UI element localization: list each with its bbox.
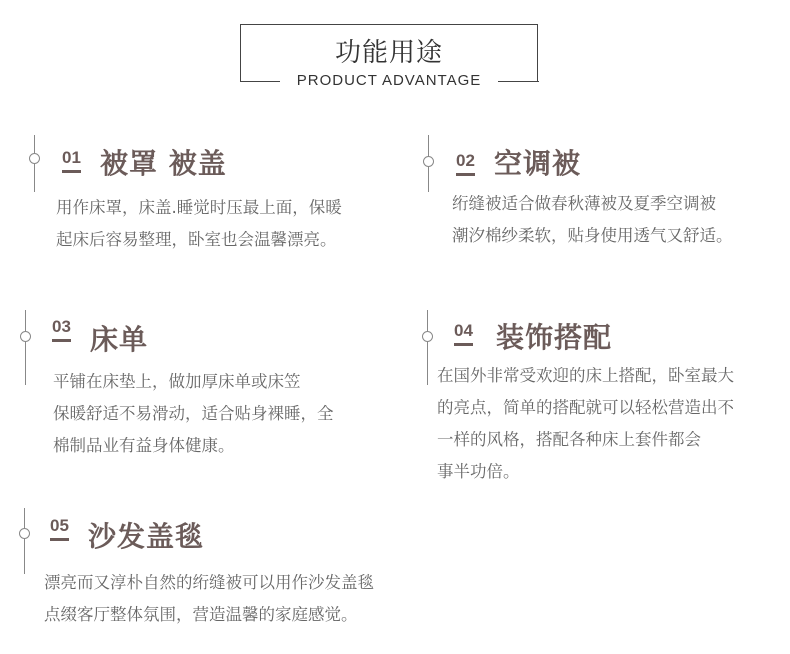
item-description: 平铺在床垫上，做加厚床单或床笠 保暖舒适不易滑动，适合贴身裸睡，全 棉制品业有益身体健康。 [53, 372, 334, 455]
item-number: 03 [52, 318, 71, 342]
timeline-circle-icon [29, 153, 40, 164]
item-number: 05 [50, 517, 69, 541]
header-frame-bottom-right [498, 81, 539, 82]
item-description: 绗缝被适合做春秋薄被及夏季空调被 潮汐棉纱柔软，贴身使用透气又舒适。 [452, 194, 733, 245]
item-number: 01 [62, 149, 81, 173]
item-description: 漂亮而又淳朴自然的绗缝被可以用作沙发盖毯 点缀客厅整体氛围，营造温馨的家庭感觉。 [44, 573, 374, 624]
timeline-circle-icon [422, 331, 433, 342]
item-description: 用作床罩，床盖.睡觉时压最上面，保暖 起床后容易整理，卧室也会温馨漂亮。 [56, 198, 342, 249]
item-heading: 装饰搭配 [496, 321, 613, 354]
timeline-line [25, 310, 26, 385]
item-heading: 沙发盖毯 [88, 520, 205, 553]
timeline-line [24, 508, 25, 574]
item-heading: 空调被 [494, 147, 582, 180]
page-subtitle: PRODUCT ADVANTAGE [296, 72, 482, 89]
item-number: 02 [456, 152, 475, 176]
header-frame-bottom-left [240, 81, 280, 82]
item-number: 04 [454, 322, 473, 346]
item-description: 在国外非常受欢迎的床上搭配，卧室最大 的亮点，简单的搭配就可以轻松营造出不 一样的风格，搭配各种床上套件都会 事半功倍。 [437, 366, 734, 481]
timeline-line [427, 310, 428, 385]
timeline-circle-icon [19, 528, 30, 539]
item-heading: 被罩 被盖 [100, 147, 227, 180]
timeline-circle-icon [20, 331, 31, 342]
timeline-circle-icon [423, 156, 434, 167]
page-title: 功能用途 [334, 38, 443, 68]
item-heading: 床单 [90, 323, 149, 356]
